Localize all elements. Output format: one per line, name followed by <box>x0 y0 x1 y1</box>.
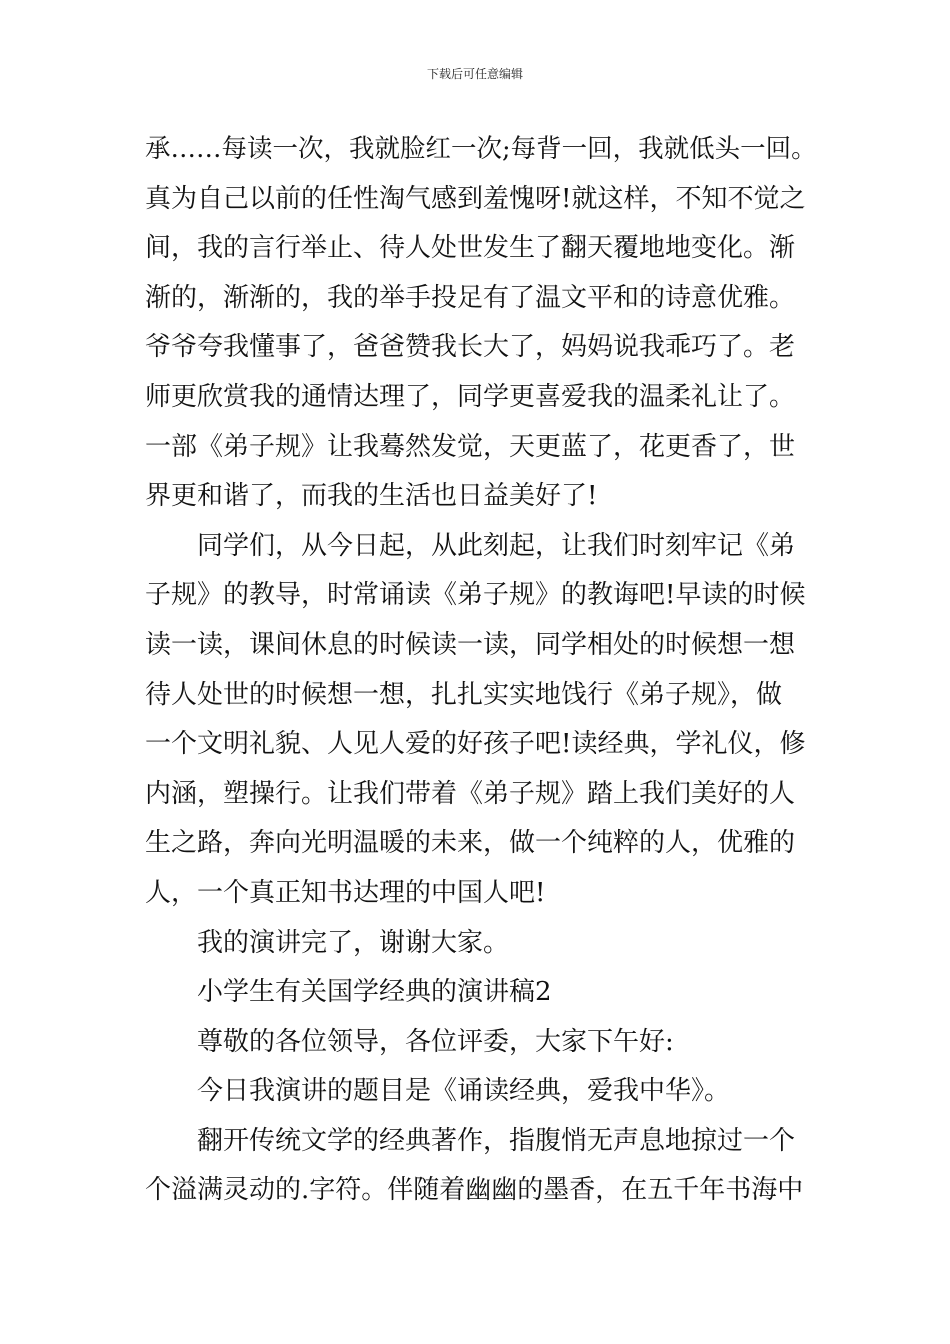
text-line: 读一读，课间休息的时候读一读，同学相处的时候想一想 <box>145 629 796 660</box>
text-line: 界更和谐了，而我的生活也日益美好了! <box>145 481 598 512</box>
text-line: 间，我的言行举止、待人处世发生了翻天覆地地变化。渐 <box>145 233 796 264</box>
text-line: 一个文明礼貌、人见人爱的好孩子吧!读经典，学礼仪，修 <box>145 729 806 760</box>
text-line: 个溢满灵动的.字符。伴随着幽幽的墨香，在五千年书海中 <box>145 1175 804 1206</box>
text-line: 爷爷夸我懂事了，爸爸赞我长大了，妈妈说我乖巧了。老 <box>145 332 796 363</box>
text-line: 承……每读一次，我就脸红一次;每背一回，我就低头一回。 <box>145 134 817 164</box>
document-body <box>145 125 825 1216</box>
text-line: 同学们，从今日起，从此刻起，让我们时刻牢记《弟 <box>145 530 796 561</box>
text-line: 尊敬的各位领导，各位评委，大家下午好: <box>145 1026 674 1057</box>
text-line: 人，一个真正知书达理的中国人吧! <box>145 877 546 908</box>
text-line: 内涵，塑操行。让我们带着《弟子规》踏上我们美好的人 <box>145 778 796 809</box>
text-line: 渐的，渐渐的，我的举手投足有了温文平和的诗意优雅。 <box>145 282 796 313</box>
text-line: 今日我演讲的题目是《诵读经典，爱我中华》。 <box>145 1076 731 1107</box>
text-line: 师更欣赏我的通情达理了，同学更喜爱我的温柔礼让了。 <box>145 381 796 412</box>
text-line: 翻开传统文学的经典著作，指腹悄无声息地掠过一个 <box>145 1125 796 1156</box>
text-line: 一部《弟子规》让我蓦然发觉，天更蓝了，花更香了，世 <box>145 431 796 462</box>
text-line: 我的演讲完了，谢谢大家。 <box>145 927 510 958</box>
text-line: 真为自己以前的任性淘气感到羞愧呀!就这样，不知不觉之 <box>145 183 806 214</box>
text-line: 生之路，奔向光明温暖的未来，做一个纯粹的人，优雅的 <box>145 828 796 859</box>
text-line: 子规》的教导，时常诵读《弟子规》的教诲吧!早读的时候 <box>145 580 806 611</box>
section-heading: 小学生有关国学经典的演讲稿2 <box>145 977 552 1008</box>
text-line: 待人处世的时候想一想，扎扎实实地饯行《弟子规》，做 <box>145 679 783 710</box>
page-header: 下载后可任意编辑 <box>426 67 523 81</box>
